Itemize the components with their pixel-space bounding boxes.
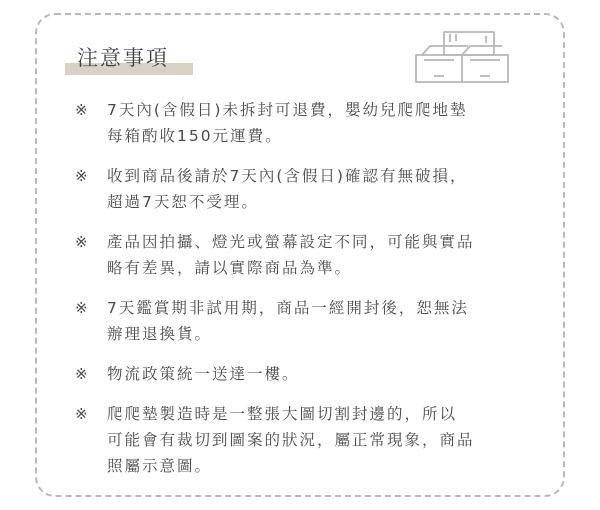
note-mark: ※ xyxy=(75,101,90,119)
note-line: 超過7天恕不受理。 xyxy=(107,193,259,211)
note-mark: ※ xyxy=(75,365,90,383)
note-item xyxy=(75,295,545,347)
note-line: 略有差異，請以實際商品為準。 xyxy=(107,259,353,277)
note-mark: ※ xyxy=(75,167,90,185)
note-item xyxy=(75,361,545,387)
note-item xyxy=(75,163,545,215)
note-line: 7天鑑賞期非試用期，商品一經開封後，恕無法 xyxy=(107,299,469,317)
note-line: 收到商品後請於7天內(含假日)確認有無破損， xyxy=(107,167,468,185)
note-line: 辦理退換貨。 xyxy=(107,325,213,343)
note-line: 產品因拍攝、燈光或螢幕設定不同，可能與實品 xyxy=(107,233,475,251)
note-mark: ※ xyxy=(75,299,90,317)
boxes-icon xyxy=(410,30,514,88)
note-line: 每箱酌收150元運費。 xyxy=(107,127,283,145)
note-line: 物流政策統一送達一樓。 xyxy=(107,365,300,383)
notes-list xyxy=(75,97,545,493)
note-item xyxy=(75,401,545,479)
note-line: 爬爬墊製造時是一整張大圖切割封邊的，所以 xyxy=(107,405,458,423)
note-mark: ※ xyxy=(75,405,90,423)
note-item xyxy=(75,97,545,149)
note-line: 7天內(含假日)未拆封可退費，嬰幼兒爬爬地墊 xyxy=(107,101,468,119)
note-mark: ※ xyxy=(75,233,90,251)
note-line: 照屬示意圖。 xyxy=(107,457,213,475)
note-item xyxy=(75,229,545,281)
notice-title: 注意事項 xyxy=(77,46,169,70)
note-line: 可能會有裁切到圖案的狀況，屬正常現象，商品 xyxy=(107,431,475,449)
